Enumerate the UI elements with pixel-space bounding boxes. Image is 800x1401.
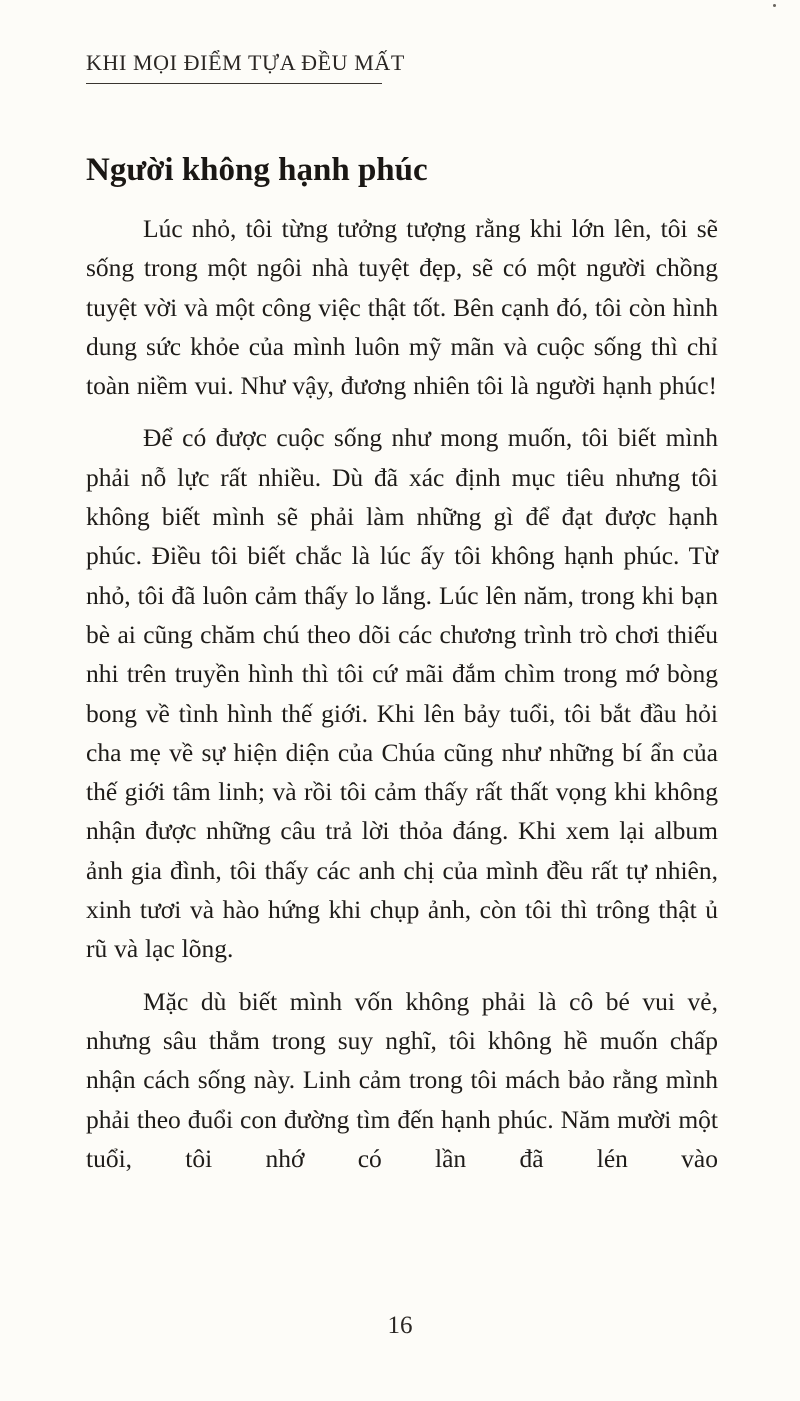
corner-speck	[773, 4, 776, 7]
chapter-title: Người không hạnh phúc	[86, 152, 428, 188]
paragraph-1: Lúc nhỏ, tôi từng tưởng tượng rằng khi lớn lên, tôi sẽ sống trong một ngôi nhà tuyệt đẹp, sẽ có một người chồng tuyệt vời và một công việc thật tốt. Bên cạnh đó, tôi còn hình dung sức khỏe của mình luôn mỹ mãn và cuộc sống thì chỉ toàn niềm vui. Như vậy, đương nhiên tôi là người hạnh phúc!	[86, 214, 718, 401]
body-text	[86, 209, 718, 1178]
page-number: 16	[387, 1312, 413, 1339]
paragraph-2: Để có được cuộc sống như mong muốn, tôi biết mình phải nỗ lực rất nhiều. Dù đã xác định mục tiêu nhưng tôi không biết mình sẽ phải làm những gì để đạt được hạnh phúc. Điều tôi biết chắc là lúc ấy tôi không hạnh phúc. Từ nhỏ, tôi đã luôn cảm thấy lo lắng. Lúc lên năm, trong khi bạn bè ai cũng chăm chú theo dõi các chương trình trò chơi thiếu nhi trên truyền hình thì tôi cứ mãi đắm chìm trong mớ bòng bong về tình hình thế giới. Khi lên bảy tuổi, tôi bắt đầu hỏi cha mẹ về sự hiện diện của Chúa cũng như những bí ẩn của thế giới tâm linh; và rồi tôi cảm thấy rất thất vọng khi không nhận được những câu trả lời thỏa đáng. Khi xem lại album ảnh gia đình, tôi thấy các anh chị của mình đều rất tự nhiên, xinh tươi và hào hứng khi chụp ảnh, còn tôi thì trông thật ủ rũ và lạc lõng.	[86, 423, 718, 964]
paragraph-3: Mặc dù biết mình vốn không phải là cô bé vui vẻ, nhưng sâu thẳm trong suy nghĩ, tôi không hề muốn chấp nhận cách sống này. Linh cảm trong tôi mách bảo rằng mình phải theo đuổi con đường tìm đến hạnh phúc. Năm mười một tuổi, tôi nhớ có lần đã lén vào	[86, 986, 718, 1173]
header-underline	[86, 83, 382, 84]
running-header: KHI MỌI ĐIỂM TỰA ĐỀU MẤT	[86, 50, 405, 75]
